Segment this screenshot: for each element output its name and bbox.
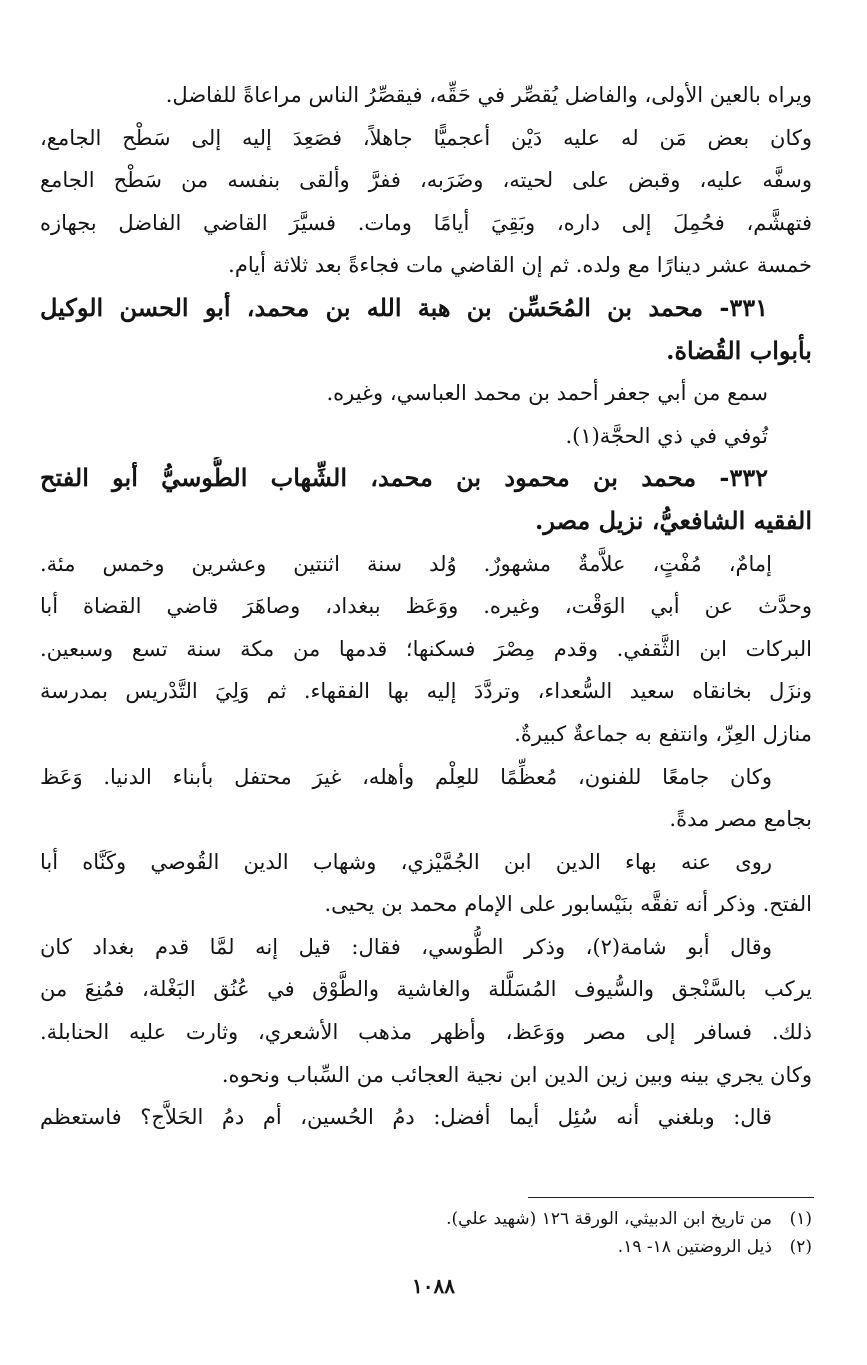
text-line: البركات ابن الثَّقفي. وقدم مِصْرَ فسكنها؛ قدمها من مكة سنة تسع وسبعين.: [40, 636, 812, 661]
text-line: ذلك. فسافر إلى مصر ووَعَظ، وأظهر مذهب الأشعري، وثارت عليه الحنابلة.: [40, 1020, 812, 1045]
text-line: فتهشَّم، فحُمِلَ إلى داره، وبَقِيَ أيامًا ومات. فسيَّرَ القاضي الفاضل بجهازه: [40, 210, 812, 235]
text-line: بجامع مصر مدةً.: [669, 807, 812, 832]
footnote-text: من تاريخ ابن الدبيثي، الورقة ١٢٦ (شهيد علي).: [446, 1209, 772, 1229]
page-number: ١٠٨٨: [412, 1274, 455, 1298]
footnote: [40, 1233, 812, 1261]
text-line: روى عنه بهاء الدين ابن الجُمَّيْزي، وشهاب الدين القُوصي وكَنَّاه أبا: [40, 849, 772, 874]
entry-heading-line: ٣٣١- محمد بن المُحَسِّن بن هبة الله بن محمد، أبو الحسن الوكيل: [40, 292, 768, 322]
text-line: سمع من أبي جعفر أحمد بن محمد العباسي، وغيره.: [326, 381, 768, 406]
text-line: وحدَّث عن أبي الوَقْت، وغيره. ووَعَظ ببغداد، وصاهَرَ قاضي القضاة أبا: [40, 594, 812, 619]
text-line: قال: وبلغني أنه سُئِل أيما أفضل: دمُ الحُسين، أم دمُ الحَلاَّج؟ فاستعظم: [40, 1105, 772, 1130]
footnotes: [40, 1205, 812, 1261]
text-line: تُوفي في ذي الحجَّة(١).: [565, 423, 768, 448]
text-line: يركب بالسَّنْجق والسُّيوف المُسَلَّلة والغاشية والطَّوْق في عُنُق البَغْلة، فمُنِعَ من: [40, 977, 812, 1002]
footnote-divider: [528, 1197, 814, 1198]
text-line: وكان بعض مَن له عليه دَيْن أعجميًّا جاهلاً، فصَعِدَ إليه إلى سَطْح الجامع،: [40, 125, 812, 150]
text-line: وسفَّه عليه، وقبض على لحيته، وضَرَبه، ففرَّ وألقى بنفسه من سَطْح الجامع: [40, 168, 812, 193]
text-line: الفتح. وذكر أنه تفقَّه بنَيْسابور على الإمام محمد بن يحيى.: [324, 892, 812, 917]
entry-heading-line: ٣٣٢- محمد بن محمود بن محمد، الشِّهاب الطُّوسيُّ أبو الفتح: [40, 463, 768, 493]
text-line: منازل العِزّ، وانتفع به جماعةٌ كبيرةٌ.: [514, 721, 812, 746]
footnote: [40, 1205, 812, 1233]
footnote-number: (٢): [789, 1237, 812, 1257]
text-line: إمامٌ، مُفْتٍ، علاَّمةٌ مشهورٌ. وُلد سنة اثنتين وعشرين وخمس مئة.: [40, 551, 772, 576]
text-line: خمسة عشر دينارًا مع ولده. ثم إن القاضي مات فجاءةً بعد ثلاثة أيام.: [228, 253, 812, 278]
text-line: ويراه بالعين الأولى، والفاضل يُقصِّر في حَقِّه، فيقصِّرُ الناس مراعاةً للفاضل.: [165, 83, 812, 107]
text-line: وكان يجري بينه وبين زين الدين ابن نجية العجائب من السِّباب ونحوه.: [221, 1062, 812, 1087]
text-line: وكان جامعًا للفنون، مُعظِّمًا للعِلْم وأهله، غيرَ محتفل بأبناء الدنيا. وَعَظ: [40, 764, 772, 789]
entry-heading-line: بأبواب القُضاة.: [666, 335, 812, 365]
text-line: ونزَل بخانقاه سعيد السُّعداء، وتردَّدَ إليه بها الفقهاء. ثم وَلِيَ التَّدْريس بمدرسة: [40, 679, 812, 704]
footnote-text: ذيل الروضتين ١٨- ١٩.: [617, 1237, 772, 1257]
entry-heading-line: الفقيه الشافعيُّ، نزيل مصر.: [535, 505, 812, 535]
text-line: وقال أبو شامة(٢)، وذكر الطُّوسي، فقال: قيل إنه لمَّا قدم بغداد كان: [40, 934, 772, 959]
footnote-number: (١): [789, 1209, 812, 1229]
main-text: [40, 74, 812, 1139]
